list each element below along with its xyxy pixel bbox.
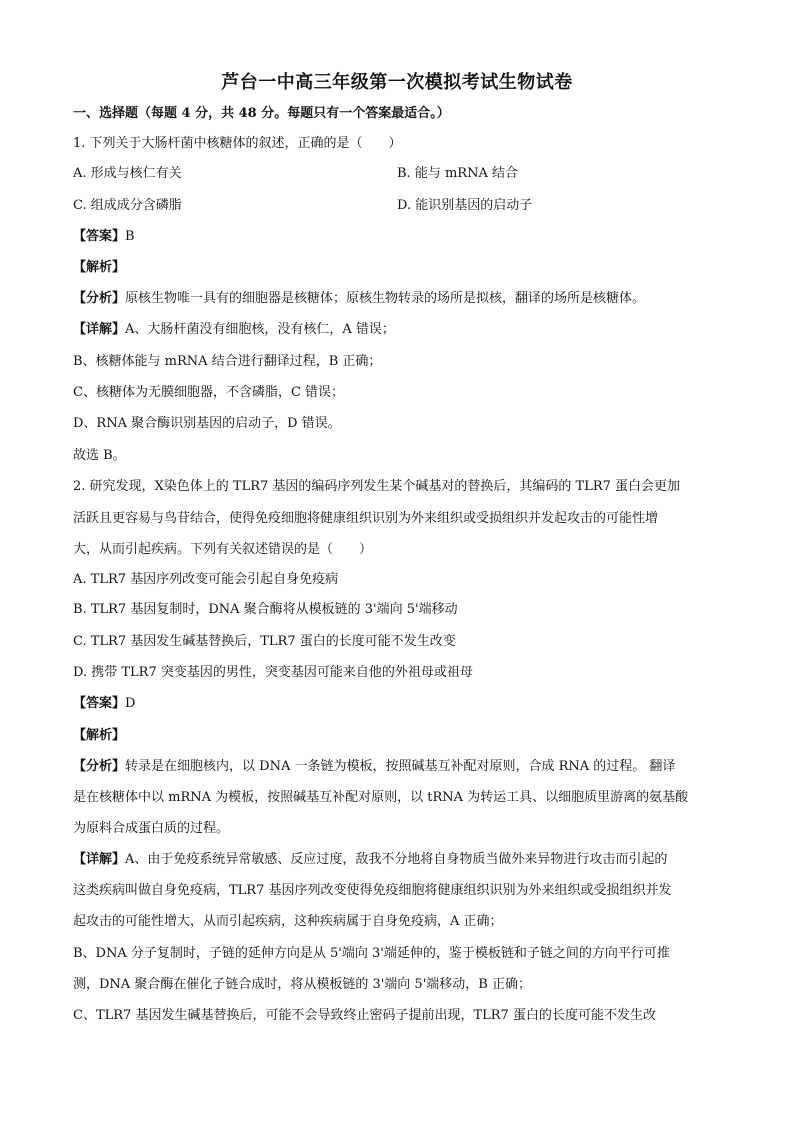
fenxi-tag: 【分析】 [73,291,126,306]
question-1-fenxi [73,291,645,307]
xiangjie-text: A、大肠杆菌没有细胞核，没有核仁，A 错误； [125,322,395,337]
question-1-option-d: D. 能识别基因的启动子 [397,198,533,213]
xiangjie-tag: 【详解】 [73,322,126,337]
answer-tag: 【答案】 [73,696,126,711]
question-2-fenxi-line-2: 是在核糖体中以 mRNA 为模板，按照碱基互补配对原则，以 tRNA 为转运工具、以细胞质里游离的氨基酸 [73,790,689,805]
question-2-fenxi-line-1 [73,759,675,775]
question-2-stem-line-3: 大，从而引起疾病。下列有关叙述错误的是（ ） [73,542,373,557]
question-1-analysis-tag: 【解析】 [73,260,126,275]
question-2-analysis-tag: 【解析】 [73,728,126,743]
question-1-stem: 1. 下列关于大肠杆菌中核糖体的叙述，正确的是（ ） [73,136,402,151]
question-2-line-b-1: B、DNA 分子复制时，子链的延伸方向是从 5'端向 3'端延伸的，鉴于模板链和子链之间的方向平行可推 [73,946,670,961]
question-2-line-b-2: 测，DNA 聚合酶在催化子链合成时，将从模板链的 3'端向 5'端移动，B 正确； [73,977,531,992]
question-2-xiangjie-line-2: 这类疾病叫做自身免疫病，TLR7 基因序列改变使得免疫细胞将健康组织识别为外来组织或受损组织并发 [73,883,672,898]
xiangjie-text: A、由于免疫系统异常敏感、反应过度，敌我不分地将自身物质当做外来异物进行攻击而引起的 [125,852,668,867]
question-2-answer [73,696,135,712]
xiangjie-tag: 【详解】 [73,852,126,867]
fenxi-tag: 【分析】 [73,759,126,774]
question-2-xiangjie-line-1 [73,852,667,868]
question-1-answer [73,229,135,245]
answer-tag: 【答案】 [73,229,126,244]
question-1-xiangjie [73,322,395,338]
question-2-option-d: D. 携带 TLR7 突变基因的男性，突变基因可能来自他的外祖母或祖母 [73,665,473,680]
page-title: 芦台一中高三年级第一次模拟考试生物试卷 [221,72,573,93]
question-1-line-b: B、核糖体能与 mRNA 结合进行翻译过程，B 正确； [73,354,382,369]
question-2-option-b: B. TLR7 基因复制时，DNA 聚合酶将从模板链的 3'端向 5'端移动 [73,602,458,617]
question-2-line-c-1: C、TLR7 基因发生碱基替换后，可能不会导致终止密码子提前出现，TLR7 蛋白的长度可能不发生改 [73,1008,656,1023]
question-2-stem-line-2: 活跃且更容易与鸟苷结合，使得免疫细胞将健康组织识别为外来组织或受损组织并发起攻击的可能性增 [73,511,659,526]
question-2-option-c: C. TLR7 基因发生碱基替换后，TLR7 蛋白的长度可能不发生改变 [73,634,456,649]
question-2-xiangjie-line-3: 起攻击的可能性增大，从而引起疾病，这种疾病属于自身免疫病，A 正确； [73,914,503,929]
question-1-conclusion: 故选 B。 [73,448,126,463]
section-heading: 一、选择题（每题 4 分，共 48 分。每题只有一个答案最适合。） [73,106,450,121]
question-2-stem-line-1: 2. 研究发现，X染色体上的 TLR7 基因的编码序列发生某个碱基对的替换后，其编码的 TLR7 蛋白会更加 [73,479,681,494]
fenxi-text: 转录是在细胞核内，以 DNA 一条链为模板，按照碱基互补配对原则，合成 RNA 的过程。 翻译 [125,759,676,774]
question-1-line-d: D、RNA 聚合酶识别基因的启动子，D 错误。 [73,416,341,431]
fenxi-text: 原核生物唯一具有的细胞器是核糖体；原核生物转录的场所是拟核，翻译的场所是核糖体。 [125,291,646,306]
question-1-option-a: A. 形成与核仁有关 [73,166,182,181]
question-2-fenxi-line-3: 为原料合成蛋白质的过程。 [73,821,230,836]
question-1-option-c: C. 组成成分含磷脂 [73,198,182,213]
question-1-line-c: C、核糖体为无膜细胞器，不含磷脂，C 错误； [73,385,345,400]
question-2-option-a: A. TLR7 基因序列改变可能会引起自身免疫病 [73,572,339,587]
answer-value: B [125,229,135,244]
answer-value: D [125,696,136,711]
question-1-option-b: B. 能与 mRNA 结合 [397,166,518,181]
